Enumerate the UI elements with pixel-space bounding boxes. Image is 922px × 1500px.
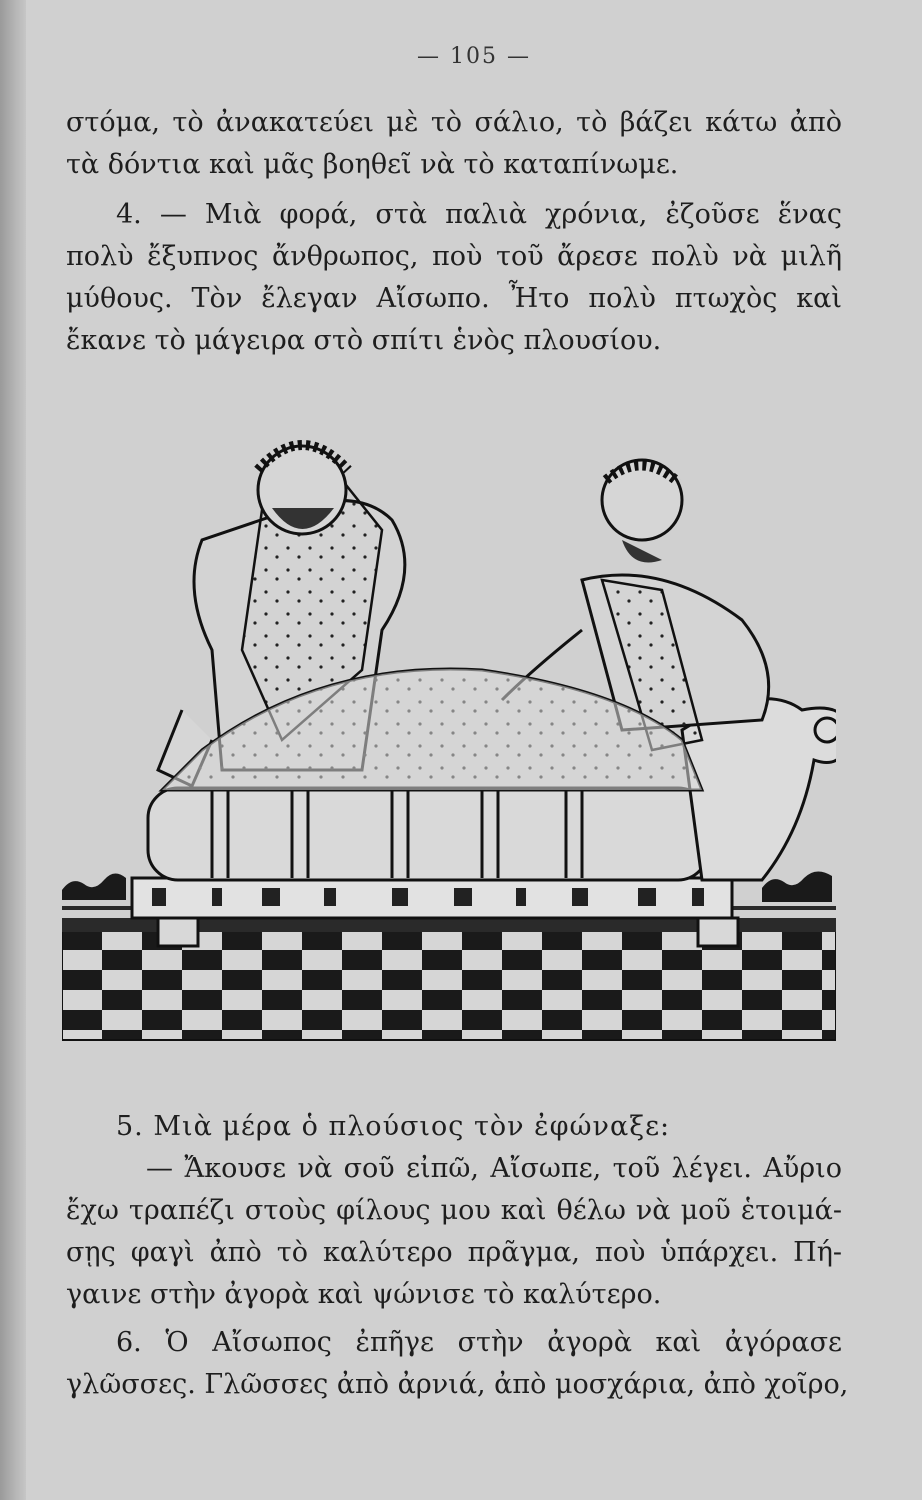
wave-border-left: [62, 873, 126, 900]
paragraph-4: [66, 194, 842, 362]
text-line: γαινε στὴν ἀγορὰ καὶ ψώνισε τὸ καλύτερο.: [66, 1279, 662, 1310]
paragraph-5: [66, 1106, 842, 1316]
text-line: 6. Ὁ Αἴσωπος ἐπῆγε στὴν ἀγορὰ καὶ ἀγόρασε: [116, 1327, 842, 1358]
text-line: 4. — Μιὰ φορά, στὰ παλιὰ χρόνια, ἐζοῦσε ἕνας: [116, 199, 842, 230]
book-page: [26, 0, 922, 1500]
illustration-aesop-couch: [62, 410, 836, 1042]
page-number: — 105 —: [417, 44, 531, 69]
text-line: ἔκανε τὸ μάγειρα στὸ σπίτι ἑνὸς πλουσίου.: [66, 325, 662, 356]
text-line: σῃς φαγὶ ἀπὸ τὸ καλύτερο πρᾶγμα, ποὺ ὑπάρχει. Πή-: [66, 1237, 842, 1268]
text-line: γλῶσσες. Γλῶσσες ἀπὸ ἀρνιά, ἀπὸ μοσχάρια, ἀπὸ χοῖρο,: [66, 1369, 849, 1400]
text-line: 5. Μιὰ μέρα ὁ πλούσιος τὸν ἐφώναξε:: [116, 1111, 671, 1142]
text-line: ἔχω τραπέζι στοὺς φίλους μου καὶ θέλω νὰ μοῦ ἑτοιμά-: [66, 1195, 842, 1226]
paragraph-6: [66, 1322, 849, 1406]
text-line: τὰ δόντια καὶ μᾶς βοηθεῖ νὰ τὸ καταπίνωμε.: [66, 149, 679, 180]
text-line: — Ἄκουσε νὰ σοῦ εἰπῶ, Αἴσωπε, τοῦ λέγει. Αὔριο: [146, 1153, 842, 1184]
text-line: μύθους. Τὸν ἔλεγαν Αἴσωπο. Ἦτο πολὺ πτωχὸς καὶ: [66, 283, 842, 314]
paragraph-continuation: [66, 102, 842, 186]
text-line: στόμα, τὸ ἀνακατεύει μὲ τὸ σάλιο, τὸ βάζει κάτω ἀπὸ: [66, 107, 842, 138]
book-spine-shadow: [0, 0, 26, 1500]
wave-border-right: [762, 871, 832, 902]
text-line: πολὺ ἔξυπνος ἄνθρωπος, ποὺ τοῦ ἄρεσε πολὺ νὰ μιλῆ: [66, 241, 842, 272]
